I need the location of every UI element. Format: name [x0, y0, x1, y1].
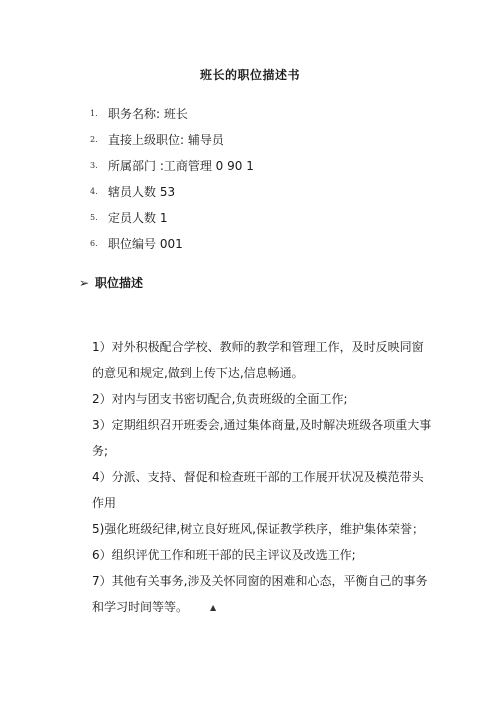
list-text: 定员人数 1: [108, 210, 168, 225]
paragraph-line: 3）定期组织召开班委会,通过集体商量,及时解决班级各项重大事: [92, 418, 432, 432]
list-number: 3.: [90, 160, 98, 170]
list-number: 4.: [90, 186, 98, 196]
paragraph-line: 作用: [92, 496, 117, 510]
paragraph-line-last: [92, 594, 428, 621]
paragraph-line: 的意见和规定,做到上传下达,信息畅通。: [92, 366, 304, 380]
list-number: 6.: [90, 238, 98, 248]
section-heading: [79, 274, 143, 291]
list-item: [90, 230, 254, 256]
document-title: 班长的职位描述书: [199, 68, 300, 82]
paragraph-line: 6）组织评优工作和班干部的民主评议及改选工作;: [92, 548, 356, 562]
paragraph-line: 1）对外积极配合学校、教师的教学和管理工作，及时反映同窗: [92, 340, 424, 354]
list-number: 2.: [90, 134, 98, 144]
list-item: [90, 100, 254, 126]
paragraph-line: 4）分派、支持、督促和检查班干部的工作展开状况及模范带头: [92, 470, 424, 484]
list-text: 职务名称: 班长: [108, 106, 188, 121]
list-number: 5.: [90, 212, 98, 222]
list-item: [90, 126, 254, 152]
paragraph-text: 和学习时间等等。: [92, 600, 189, 614]
paragraph-line: 7）其他有关事务,涉及关怀同窗的困难和心态，平衡自己的事务: [92, 574, 428, 588]
section-heading-text: 职位描述: [95, 276, 144, 290]
list-text: 辖员人数 53: [108, 184, 176, 199]
paragraph-line: 5)强化班级纪律,树立良好班风,保证教学秩序，维护集体荣誉；: [92, 522, 424, 536]
paragraph-line: 务;: [92, 444, 109, 458]
arrow-right-icon: ➢: [79, 275, 90, 290]
list-number: 1.: [90, 108, 98, 118]
list-text: 直接上级职位: 辅导员: [108, 132, 224, 147]
paragraph-line: 2）对内与团支书密切配合,负责班级的全面工作;: [92, 392, 348, 406]
list-item: [90, 178, 254, 204]
small-triangle-icon: ▲: [210, 602, 217, 612]
list-text: 所属部门 :工商管理 0 90 1: [108, 158, 254, 173]
list-item: [90, 152, 254, 178]
list-text: 职位编号 001: [108, 236, 183, 251]
job-info-list: [90, 100, 254, 256]
list-item: [90, 204, 254, 230]
duty-description: [92, 334, 432, 621]
